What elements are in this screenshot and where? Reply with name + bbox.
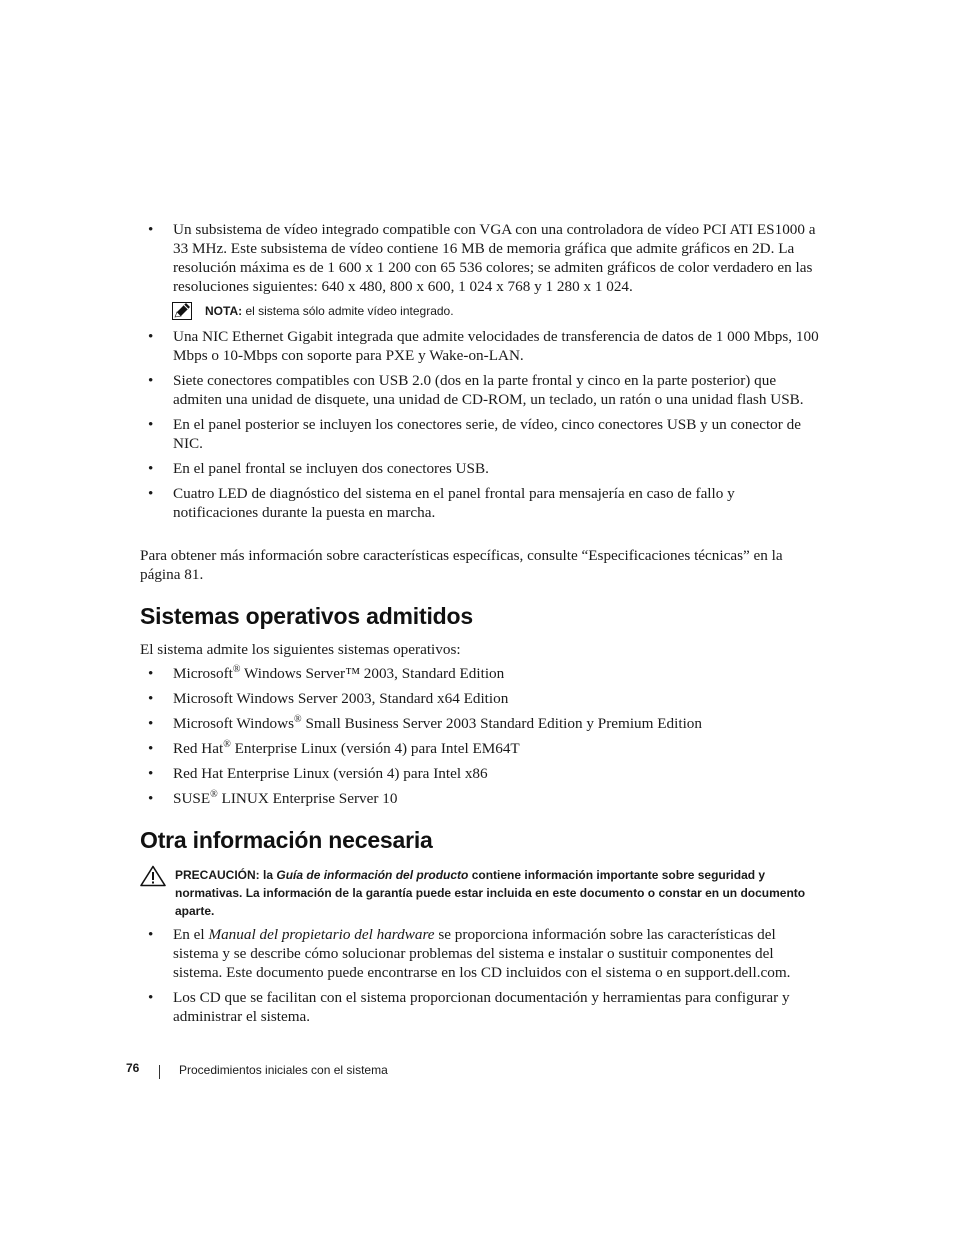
os-name-rest: LINUX Enterprise Server 10	[217, 790, 398, 807]
bullet: •	[148, 765, 154, 782]
list-item-text: En el panel posterior se incluyen los conectores serie, de vídeo, cinco conectores USB y un conector de NIC.	[173, 416, 801, 452]
list-item	[140, 220, 820, 296]
os-list	[140, 664, 820, 808]
list-item	[140, 484, 820, 522]
bullet: •	[148, 221, 154, 238]
registered-mark: ®	[232, 663, 241, 675]
manual-title: Manual del propietario del hardware	[208, 926, 435, 943]
os-name-rest: Windows Server™ 2003, Standard Edition	[240, 665, 505, 682]
os-name-rest: Enterprise Linux (versión 4) para Intel EM64T	[230, 740, 520, 757]
os-name: Microsoft	[173, 665, 233, 682]
caution-body: contiene información importante sobre seguridad y normativas. La información de la garantía puede estar incluida en este documento o constar en un documento aparte.	[175, 868, 806, 918]
footer-chapter-title: Procedimientos iniciales con el sistema	[179, 1063, 388, 1077]
section-heading-other-info: Otra información necesaria	[140, 827, 433, 853]
bullet: •	[148, 328, 154, 345]
list-item	[140, 764, 820, 783]
caution-doc-title: Guía de información del producto	[276, 868, 469, 882]
bullet: •	[148, 715, 154, 732]
bullet: •	[148, 790, 154, 807]
bullet: •	[148, 460, 154, 477]
hardware-feature-list-1	[140, 220, 820, 296]
list-item-text: Una NIC Ethernet Gigabit integrada que admite velocidades de transferencia de datos de 1 000 Mbps, 100 Mbps o 10-Mbps con soporte para PXE y Wake-on-LAN.	[173, 328, 819, 364]
page-number: 76	[126, 1061, 140, 1075]
warning-triangle-icon	[140, 865, 166, 887]
footer-separator	[159, 1065, 160, 1079]
list-item-text-rest: se proporciona información sobre las características del sistema y se describe cómo solucionar problemas del sistema e instalar o sustituir componentes del sistema. Este documento puede encontrarse en los CD incluidos con el sistema o en support.dell.com.	[173, 926, 791, 981]
list-item	[140, 327, 820, 365]
registered-mark: ®	[223, 738, 231, 750]
os-name: Microsoft Windows	[173, 715, 295, 732]
os-name: Red Hat	[173, 740, 224, 757]
section-heading-os: Sistemas operativos admitidos	[140, 603, 473, 629]
list-item	[140, 714, 820, 733]
note-body: el sistema sólo admite vídeo integrado.	[242, 304, 454, 318]
bullet: •	[148, 665, 154, 682]
list-item-text: Los CD que se facilitan con el sistema proporcionan documentación y herramientas para configurar y administrar el sistema.	[173, 989, 790, 1025]
caution-pre: la	[259, 868, 277, 882]
bullet: •	[148, 372, 154, 389]
list-item-text: Cuatro LED de diagnóstico del sistema en el panel frontal para mensajería en caso de fallo y notificaciones durante la puesta en marcha.	[173, 485, 735, 521]
list-item	[140, 789, 820, 808]
registered-mark: ®	[294, 713, 302, 725]
list-item	[140, 988, 820, 1026]
os-name: Microsoft Windows Server 2003, Standard x64 Edition	[173, 690, 509, 707]
registered-mark: ®	[210, 788, 218, 800]
list-item-text: Siete conectores compatibles con USB 2.0 (dos en la parte frontal y cinco en la parte posterior) que admiten una unidad de disquete, una unidad de CD-ROM, un teclado, un ratón o una unidad flash USB.	[173, 372, 804, 408]
list-item	[140, 371, 820, 409]
bullet: •	[148, 989, 154, 1006]
list-item-text: Un subsistema de vídeo integrado compatible con VGA con una controladora de vídeo PCI ATI ES1000 a 33 MHz. Este subsistema de vídeo contiene 16 MB de memoria gráfica que admite gráficos en 2D. La resolución máxima es de 1 600 x 1 200 con 65 536 colores; se admiten gráficos de color verdadero en las resoluciones siguientes: 640 x 480, 800 x 600, 1 024 x 768 y 1 280 x 1 024.	[173, 221, 816, 295]
more-info-paragraph: Para obtener más información sobre características específicas, consulte “Especificaciones técnicas” en la página 81.	[140, 547, 783, 583]
bullet: •	[148, 485, 154, 502]
list-item-text: En el panel frontal se incluyen dos conectores USB.	[173, 460, 489, 477]
list-item	[140, 415, 820, 453]
note-text	[205, 302, 454, 320]
list-item	[140, 459, 820, 478]
list-item	[140, 664, 820, 683]
bullet: •	[148, 740, 154, 757]
list-item-text: En el	[173, 926, 209, 943]
caution-text	[175, 866, 825, 920]
list-item	[140, 925, 820, 982]
bullet: •	[148, 416, 154, 433]
note-pencil-icon	[172, 302, 192, 320]
os-name: Red Hat Enterprise Linux (versión 4) para Intel x86	[173, 765, 488, 782]
caution-label: PRECAUCIÓN:	[175, 868, 260, 882]
hardware-feature-list-2	[140, 327, 820, 522]
other-info-list	[140, 925, 820, 1026]
note-label: NOTA:	[205, 304, 243, 318]
os-intro: El sistema admite los siguientes sistemas operativos:	[140, 641, 461, 658]
list-item	[140, 689, 820, 708]
os-name: SUSE	[173, 790, 211, 807]
list-item	[140, 739, 820, 758]
bullet: •	[148, 690, 154, 707]
os-name-rest: Small Business Server 2003 Standard Edition y Premium Edition	[301, 715, 702, 732]
bullet: •	[148, 926, 154, 943]
